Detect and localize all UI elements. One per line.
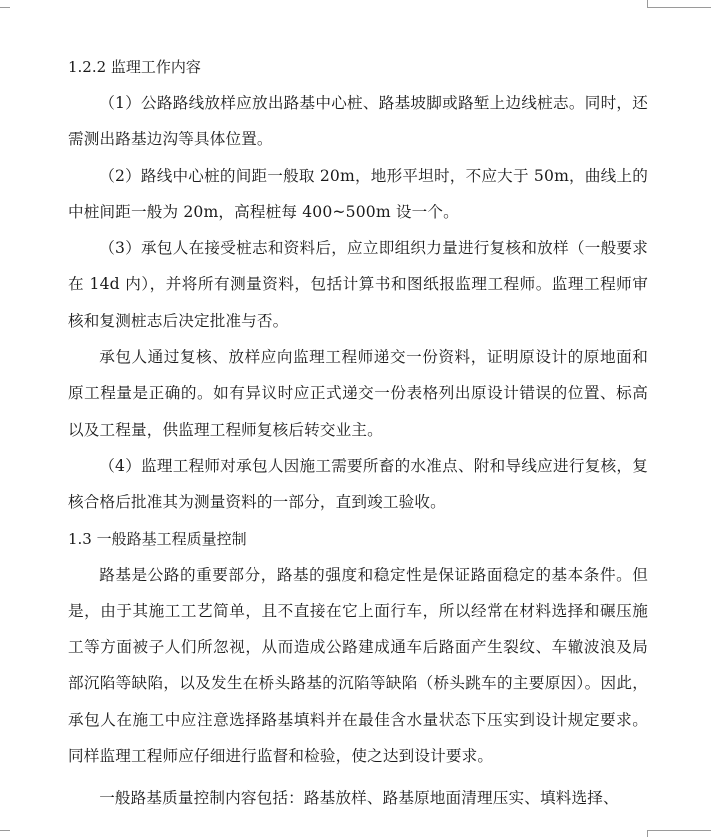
paragraph-item-3: （3）承包人在接受桩志和资料后，应立即组织力量进行复核和放样（一般要求在 14d 内），并将所有测量资料，包括计算书和图纸报监理工程师。监理工程师审核和复测桩志后决定批准与否。: [68, 239, 648, 330]
top-right-corner-mark-v: [647, 0, 648, 8]
paragraph-item-4: （4）监理工程师对承包人因施工需要所畜的水准点、附和导线应进行复核，复核合格后批准其为测量资料的一部分，直到竣工验收。: [68, 456, 648, 512]
top-right-corner-mark-h: [647, 7, 711, 8]
section-heading-1-2-2: 1.2.2 监理工作内容: [68, 58, 201, 76]
bottom-right-corner-mark-h: [647, 830, 711, 831]
document-body: [68, 49, 648, 817]
paragraph-item-1: （1）公路路线放样应放出路基中心桩、路基坡脚或路堑上边线桩志。同时，还需测出路基边沟等具体位置。: [68, 94, 648, 149]
paragraph-subgrade-importance: 路基是公路的重要部分，路基的强度和稳定性是保证路面稳定的基本条件。但是，由于其施工工艺简单，且不直接在它上面行车，所以经常在材料选择和碾压施工等方面被子人们所忽视，从而造成公路建成通车后路面产生裂纹、车辙波浪及局部沉陷等缺陷，以及发生在桥头路基的沉陷等缺陷（桥头跳车的主要原因）。因此，承包人在施工中应注意选择路基填料并在最佳含水量状态下压实到设计规定要求。同样监理工程师应仔细进行监督和检验，使之达到设计要求。: [68, 565, 648, 766]
top-left-corner-mark-h: [0, 7, 10, 8]
bottom-right-corner-mark-v: [647, 830, 648, 837]
paragraph-contractor-review: 承包人通过复核、放样应向监理工程师递交一份资料，证明原设计的原地面和原工程量是正确的。如有异议时应正式递交一份表格列出原设计错误的位置、标高以及工程量，供监理工程师复核后转交业主。: [68, 348, 648, 439]
section-heading-1-3: 1.3 一般路基工程质量控制: [68, 529, 247, 548]
paragraph-quality-control-items: 一般路基质量控制内容包括：路基放样、路基原地面清理压实、填料选择、: [99, 789, 619, 808]
bottom-left-corner-mark-h: [0, 830, 10, 831]
paragraph-item-2: （2）路线中心桩的间距一般取 20m，地形平坦时，不应大于 50m，曲线上的中桩间距一般为 20m，高程桩每 400~500m 设一个。: [68, 166, 648, 221]
